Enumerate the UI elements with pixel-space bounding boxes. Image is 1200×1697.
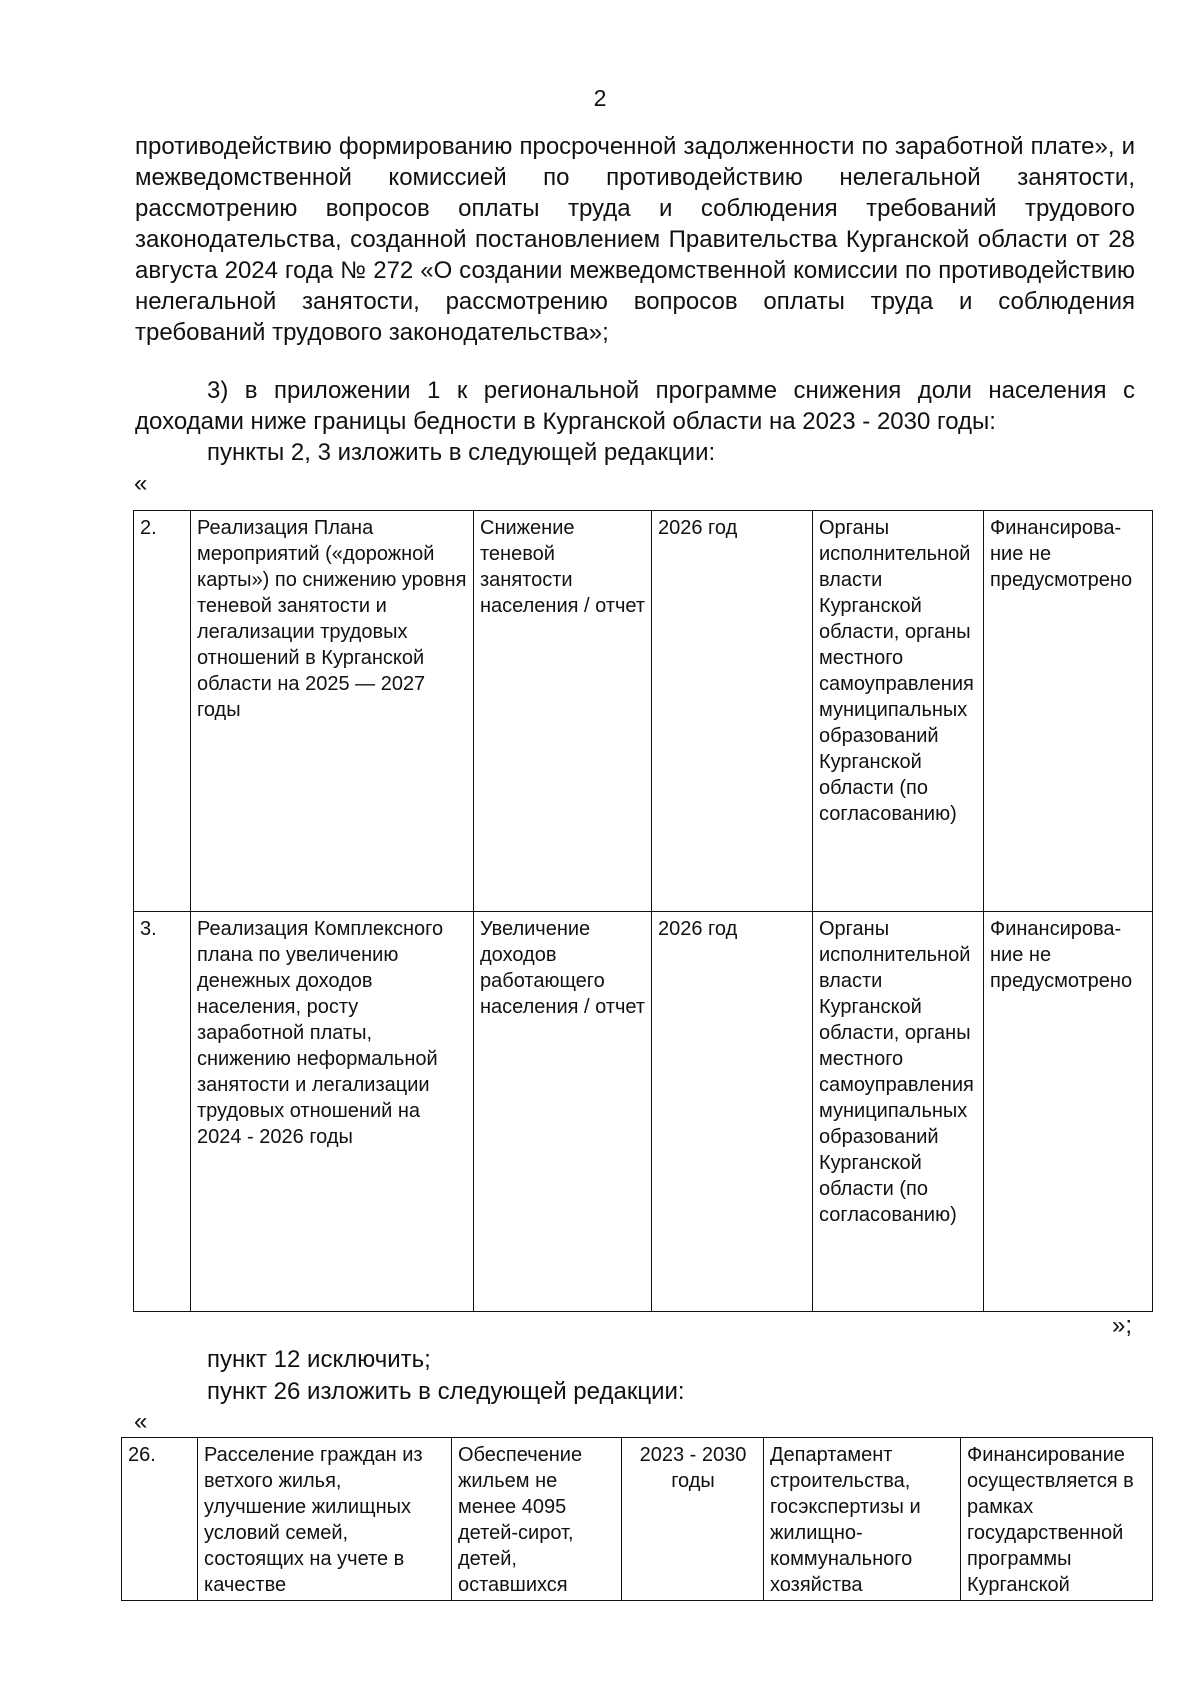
measure-cell: Реализация Плана мероприятий («дорожной карты») по снижению уровня теневой занятости и легализации трудовых отношений в Курганской области на 2025 — 2027 годы [191, 511, 474, 912]
row-number: 2. [134, 511, 191, 912]
executor-cell: Органы исполнительной власти Курганской области, органы местного самоуправления муниципальных образований Курганской области (по согласованию) [813, 511, 984, 912]
term-cell: 2026 год [652, 912, 813, 1312]
table-row [122, 1438, 1153, 1601]
measure-cell: Реализация Комплексного плана по увеличению денежных доходов населения, росту заработной платы, снижению неформальной занятости и легализации трудовых отношений на 2024 - 2026 годы [191, 912, 474, 1312]
executor-cell: Департамент строительства, госэкспертизы и жилищно-коммунального хозяйства [764, 1438, 961, 1601]
table-row [134, 912, 1153, 1312]
row-number: 26. [122, 1438, 198, 1601]
points-2-3-instruction: пункты 2, 3 изложить в следующей редакции: [207, 439, 716, 466]
result-cell: Снижение теневой занятости населения / отчет [474, 511, 652, 912]
table-points-2-3 [133, 510, 1153, 1312]
point-26-instruction: пункт 26 изложить в следующей редакции: [207, 1378, 685, 1405]
open-quote-2: « [134, 1408, 148, 1435]
open-quote-1: « [134, 470, 148, 497]
table-row [134, 511, 1153, 912]
item-3-paragraph: 3) в приложении 1 к региональной программе снижения доли населения с доходами ниже границы бедности в Курганской области на 2023 - 2030 годы: [135, 377, 1135, 435]
result-cell: Увеличение доходов работающего населения / отчет [474, 912, 652, 1312]
financing-cell: Финансирование осуществляется в рамках государственной программы Курганской [961, 1438, 1153, 1601]
intro-paragraph: противодействию формированию просроченной задолженности по заработной плате», и межведомственной комиссией по противодействию нелегальной занятости, рассмотрению вопросов оплаты труда и соблюдения требований трудового законодательства, созданной постановлением Правительства Курганской области от 28 августа 2024 года № 272 «О создании межведомственной комиссии по противодействию нелегальной занятости, рассмотрению вопросов оплаты труда и соблюдения требований трудового законодательства»; [135, 133, 1135, 346]
close-quote: »; [1112, 1312, 1133, 1339]
page-number: 2 [593, 85, 607, 111]
financing-cell: Финансирование не предусмотрено [984, 511, 1153, 912]
table-point-26 [121, 1437, 1153, 1601]
row-number: 3. [134, 912, 191, 1312]
term-cell: 2023 - 2030 годы [622, 1438, 764, 1601]
point-12-instruction: пункт 12 исключить; [207, 1346, 431, 1373]
executor-cell: Органы исполнительной власти Курганской области, органы местного самоуправления муниципальных образований Курганской области (по согласованию) [813, 912, 984, 1312]
financing-cell: Финансирование не предусмотрено [984, 912, 1153, 1312]
term-cell: 2026 год [652, 511, 813, 912]
measure-cell: Расселение граждан из ветхого жилья, улучшение жилищных условий семей, состоящих на учете в качестве [198, 1438, 452, 1601]
result-cell: Обеспечение жильем не менее 4095 детей-сирот, детей, оставшихся [452, 1438, 622, 1601]
